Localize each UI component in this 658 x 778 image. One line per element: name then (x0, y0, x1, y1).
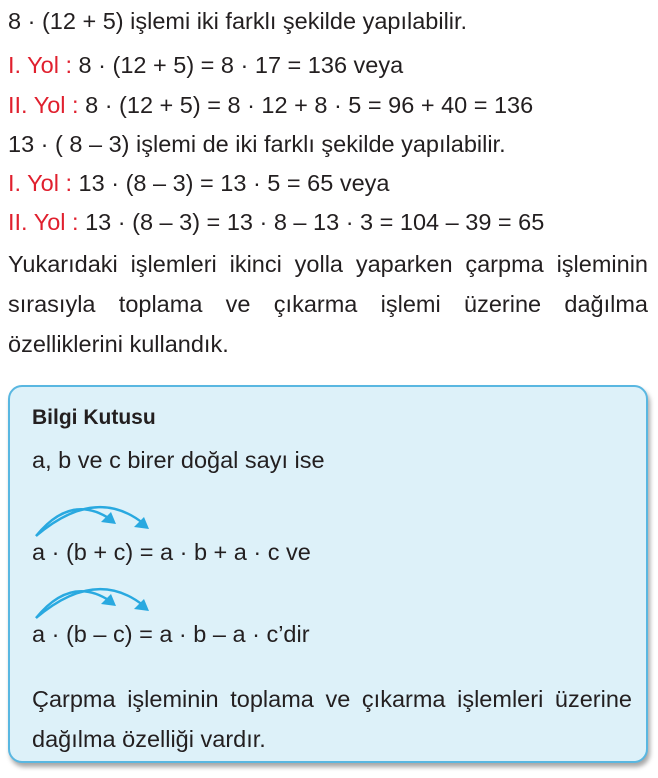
example-2-intro (8, 130, 506, 158)
distribution-arrows-icon (26, 581, 146, 621)
distribution-arrows-icon (26, 499, 146, 539)
info-box (8, 385, 648, 763)
info-box-intro: a, b ve c birer doğal sayı ise (32, 447, 325, 473)
line-text: 8 · (12 + 5) = 8 · 12 + 8 · 5 = 96 + 40 = 136 (78, 92, 534, 118)
line-text: 8 · (12 + 5) = 8 · 17 = 136 veya (72, 52, 404, 78)
way-label: I. Yol : (8, 170, 73, 196)
formula-subtraction: a · (b – c) = a · b – a · c’dir (32, 621, 310, 647)
formula-addition: a · (b + c) = a · b + a · c ve (32, 539, 311, 565)
example-2-way-1 (8, 169, 389, 197)
line-text: 13 · (8 – 3) = 13 · 5 = 65 veya (72, 170, 390, 196)
example-1-way-2 (8, 91, 533, 119)
line-text: 13 · ( 8 – 3) işlemi de iki farklı şekilde yapılabilir. (8, 131, 506, 157)
explanation-paragraph: Yukarıdaki işlemleri ikinci yolla yaparken çarpma işleminin sırasıyla toplama ve çıkarma işlemi üzerine dağılma özelliklerini kullandık. (8, 251, 648, 357)
example-1-way-1 (8, 51, 403, 79)
way-label: II. Yol : (8, 92, 79, 118)
way-label: I. Yol : (8, 52, 73, 78)
line-text: 13 · (8 – 3) = 13 · 8 – 13 · 3 = 104 – 39 = 65 (78, 209, 545, 235)
example-2-way-2 (8, 208, 544, 236)
example-1-intro (8, 7, 467, 35)
way-label: II. Yol : (8, 209, 79, 235)
line-text: 8 · (12 + 5) işlemi iki farklı şekilde yapılabilir. (8, 8, 468, 34)
info-box-conclusion: Çarpma işleminin toplama ve çıkarma işlemleri üzerine dağılma özelliği vardır. (32, 686, 632, 752)
info-box-title: Bilgi Kutusu (32, 406, 156, 429)
